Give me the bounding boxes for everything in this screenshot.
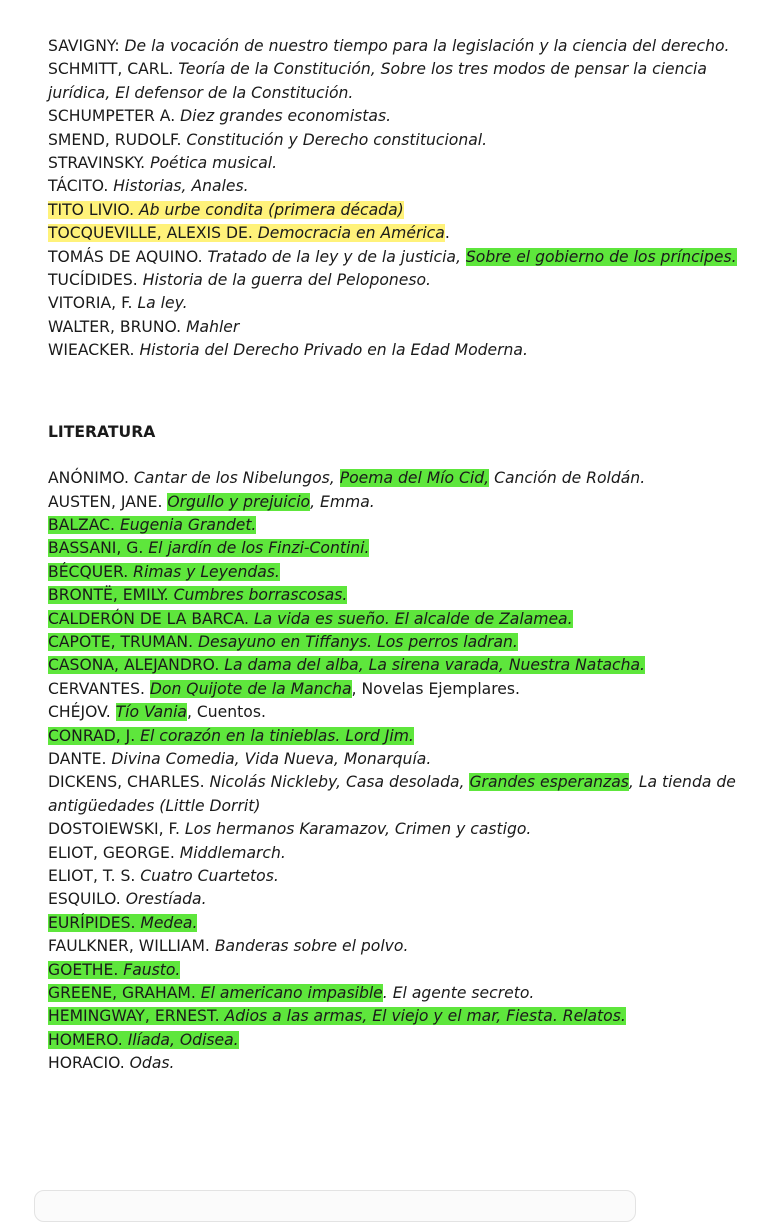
entry-works: Cuatro Cuartetos.: [140, 867, 279, 885]
entry-works: Canción de Roldán.: [489, 469, 646, 488]
entry-author: TOMÁS DE AQUINO.: [48, 247, 208, 266]
entry-works: Medea.: [140, 913, 198, 932]
bibliography-entry: [48, 58, 748, 105]
entry-works: Odas.: [129, 1054, 175, 1073]
entry-works: La vida es sueño. El alcalde de Zalamea.: [253, 609, 573, 628]
bibliography-entry: [48, 292, 748, 315]
entry-works: De la vocación de nuestro tiempo para la legislación y la ciencia del derecho.: [124, 37, 730, 55]
entry-works: Orestíada.: [125, 890, 207, 909]
bibliography-entry: [48, 105, 748, 128]
entry-works: Tratado de la ley y de la justicia,: [207, 247, 466, 266]
bibliography-entry: [48, 246, 748, 269]
bibliography-list-politics: [48, 35, 748, 363]
entry-works: Desayuno en Tiffanys. Los perros ladran.: [198, 632, 518, 651]
section-heading-literatura: LITERATURA: [48, 422, 156, 441]
entry-author: CONRAD, J.: [48, 726, 141, 745]
bibliography-entry: [48, 514, 748, 537]
entry-author: BÉCQUER.: [48, 562, 134, 581]
entry-author: TOCQUEVILLE, ALEXIS DE.: [48, 224, 258, 243]
bibliography-entry: [48, 701, 748, 724]
bibliography-entry: [48, 129, 748, 152]
entry-works: Nicolás Nickleby, Casa desolada,: [209, 773, 470, 792]
bibliography-entry: [48, 771, 748, 818]
entry-author: , Cuentos.: [187, 703, 266, 722]
bibliography-entry: [48, 842, 748, 865]
bibliography-entry: [48, 631, 748, 654]
bibliography-entry: [48, 561, 748, 584]
entry-works: Historia del Derecho Privado en la Edad Moderna.: [139, 341, 528, 360]
entry-works: Los hermanos Karamazov, Crimen y castigo.: [184, 820, 532, 839]
entry-works: . El agente secreto.: [382, 984, 535, 1003]
entry-author: ELIOT, GEORGE.: [48, 843, 180, 862]
entry-author: GOETHE.: [48, 960, 124, 979]
entry-author: CASONA, ALEJANDRO.: [48, 656, 225, 675]
bibliography-entry: [48, 1005, 748, 1028]
bibliography-entry: [48, 269, 748, 292]
bibliography-entry: [48, 339, 748, 362]
bibliography-entry: [48, 35, 748, 58]
entry-works: Diez grandes economistas.: [180, 107, 392, 126]
entry-author: ELIOT, T. S.: [48, 867, 141, 885]
entry-author: CAPOTE, TRUMAN.: [48, 632, 198, 651]
entry-author: HORACIO.: [48, 1054, 130, 1073]
entry-works: Grandes esperanzas: [469, 773, 629, 792]
entry-works: Historia de la guerra del Peloponeso.: [142, 271, 432, 290]
entry-author: SMEND, RUDOLF.: [48, 130, 187, 149]
bibliography-entry: [48, 1052, 748, 1075]
entry-works: Cantar de los Nibelungos,: [133, 469, 340, 488]
bibliography-entry: [48, 678, 748, 701]
entry-author: TITO LIVIO.: [48, 200, 139, 219]
entry-works: Divina Comedia, Vida Nueva, Monarquía.: [111, 749, 432, 768]
entry-author: HEMINGWAY, ERNEST.: [48, 1007, 225, 1026]
bibliography-entry: [48, 888, 748, 911]
bibliography-entry: [48, 1029, 748, 1052]
entry-author: CALDERÓN DE LA BARCA.: [48, 609, 254, 628]
entry-author: DANTE.: [48, 749, 112, 768]
bibliography-entry: [48, 654, 748, 677]
bibliography-entry: [48, 584, 748, 607]
entry-works: La dama del alba, La sirena varada, Nuestra Natacha.: [224, 656, 645, 675]
entry-works: Sobre el gobierno de los príncipes.: [465, 247, 737, 266]
bibliography-entry: [48, 175, 748, 198]
bibliography-entry: [48, 935, 748, 958]
entry-works: Poética musical.: [150, 154, 278, 173]
entry-author: WALTER, BRUNO.: [48, 317, 187, 336]
entry-author: ESQUILO.: [48, 890, 126, 909]
entry-works: Teoría de la Constitución, Sobre los tres modos de pensar la ciencia jurídica, El defensor de la Constitución.: [48, 60, 707, 102]
entry-works: Orgullo y prejuicio: [167, 492, 311, 511]
entry-author: AUSTEN, JANE.: [48, 492, 168, 511]
entry-works: Mahler: [186, 317, 240, 336]
entry-works: Historias, Anales.: [113, 177, 249, 196]
bottom-toolbar[interactable]: [34, 1190, 636, 1222]
entry-author: DICKENS, CHARLES.: [48, 773, 210, 792]
entry-works: El corazón en la tinieblas. Lord Jim.: [140, 726, 414, 745]
bibliography-entry: [48, 491, 748, 514]
entry-author: SAVIGNY:: [48, 37, 125, 55]
entry-author: BALZAC.: [48, 515, 120, 534]
bibliography-entry: [48, 608, 748, 631]
entry-author: WIEACKER.: [48, 341, 140, 360]
entry-author: TÁCITO.: [48, 177, 114, 196]
entry-works: Ab urbe condita (primera década): [139, 200, 404, 219]
entry-author: SCHUMPETER A.: [48, 107, 181, 126]
entry-author: CERVANTES.: [48, 679, 150, 698]
entry-author: HOMERO.: [48, 1030, 128, 1049]
bibliography-entry: [48, 982, 748, 1005]
entry-works: Cumbres borrascosas.: [173, 586, 348, 605]
entry-works: Adios a las armas, El viejo y el mar, Fiesta. Relatos.: [224, 1007, 626, 1026]
bibliography-entry: [48, 912, 748, 935]
entry-works: , Emma.: [310, 492, 375, 511]
bibliography-entry: [48, 199, 748, 222]
bibliography-entry: [48, 748, 748, 771]
entry-works: Constitución y Derecho constitucional.: [186, 130, 488, 149]
entry-author: VITORIA, F.: [48, 294, 138, 313]
entry-works: Rimas y Leyendas.: [133, 562, 280, 581]
bibliography-entry: [48, 725, 748, 748]
entry-author: BASSANI, G.: [48, 539, 149, 558]
entry-works: Poema del Mío Cid,: [339, 469, 490, 488]
bibliography-entry: [48, 537, 748, 560]
bibliography-entry: [48, 467, 748, 490]
entry-author: ANÓNIMO.: [48, 469, 134, 488]
entry-works: Eugenia Grandet.: [119, 515, 257, 534]
entry-works: El jardín de los Finzi-Contini.: [148, 539, 370, 558]
entry-works: Democracia en América: [257, 224, 445, 243]
entry-works: Tío Vania: [115, 703, 187, 722]
entry-author: CHÉJOV.: [48, 703, 116, 722]
bibliography-entry: [48, 865, 748, 888]
bibliography-list-literatura: [48, 467, 748, 1076]
bibliography-entry: [48, 959, 748, 982]
entry-author: .: [444, 224, 450, 243]
bibliography-entry: [48, 152, 748, 175]
entry-works: El americano impasible: [200, 984, 383, 1003]
entry-works: Fausto.: [123, 960, 181, 979]
entry-author: EURÍPIDES.: [48, 913, 141, 932]
entry-author: DOSTOIEWSKI, F.: [48, 820, 185, 839]
entry-author: SCHMITT, CARL.: [48, 60, 179, 79]
entry-author: STRAVINSKY.: [48, 154, 151, 173]
entry-works: Banderas sobre el polvo.: [214, 937, 409, 956]
entry-author: FAULKNER, WILLIAM.: [48, 937, 215, 956]
bibliography-entry: [48, 818, 748, 841]
bibliography-entry: [48, 222, 748, 245]
document-body: [48, 35, 748, 1076]
entry-works: , La tienda de antigüedades (Little Dorrit): [48, 773, 736, 815]
bibliography-entry: [48, 316, 748, 339]
entry-author: GREENE, GRAHAM.: [48, 984, 201, 1003]
entry-works: Don Quijote de la Mancha: [149, 679, 352, 698]
entry-author: TUCÍDIDES.: [48, 271, 143, 290]
entry-works: Ilíada, Odisea.: [127, 1030, 239, 1049]
entry-works: Middlemarch.: [179, 843, 286, 862]
entry-author: BRONTË, EMILY.: [48, 586, 174, 605]
entry-author: , Novelas Ejemplares.: [351, 679, 520, 698]
entry-works: La ley.: [137, 294, 188, 313]
